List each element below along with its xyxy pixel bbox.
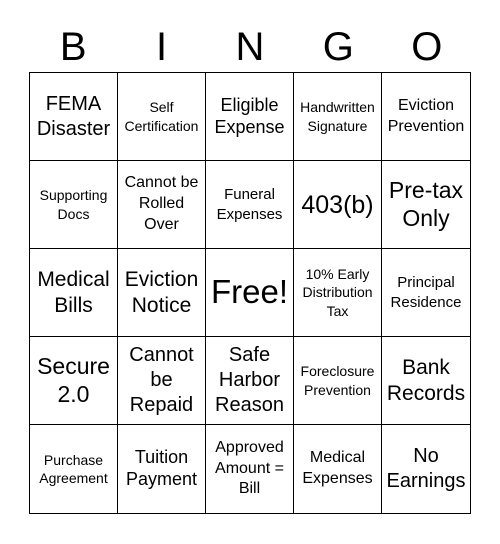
bingo-cell-r4c3: Safe Harbor Reason [206,337,294,425]
bingo-cell-r3c1: Medical Bills [30,249,118,337]
bingo-cell-r5c2: Tuition Payment [118,425,206,513]
bingo-cell-r1c1: FEMA Disaster [30,73,118,161]
bingo-cell-r4c4: Foreclosure Prevention [294,337,382,425]
bingo-cell-r5c3: Approved Amount = Bill [206,425,294,513]
bingo-cell-r3c4: 10% Early Distribution Tax [294,249,382,337]
bingo-cell-r5c4: Medical Expenses [294,425,382,513]
bingo-cell-free: Free! [206,249,294,337]
bingo-cell-r3c2: Eviction Notice [118,249,206,337]
bingo-cell-r4c1: Secure 2.0 [30,337,118,425]
bingo-cell-r2c2: Cannot be Rolled Over [118,161,206,249]
bingo-cell-r1c4: Handwritten Signature [294,73,382,161]
header-letter-g: G [322,25,354,69]
bingo-header [29,22,471,72]
header-letter-o: O [411,25,443,69]
header-letter-b: B [59,25,87,69]
bingo-cell-r4c2: Cannot be Repaid [118,337,206,425]
bingo-cell-r2c3: Funeral Expenses [206,161,294,249]
bingo-cell-r2c1: Supporting Docs [30,161,118,249]
bingo-cell-r3c5: Principal Residence [382,249,470,337]
bingo-cell-r1c3: Eligible Expense [206,73,294,161]
bingo-cell-r5c5: No Earnings [386,445,466,492]
bingo-cell-r1c5: Eviction Prevention [382,73,470,161]
bingo-cell-r5c1: Purchase Agreement [30,425,118,513]
bingo-cell-r2c4: 403(b) [294,161,382,249]
header-letter-i: I [156,25,168,69]
bingo-cell-r4c5: Bank Records [382,337,470,425]
bingo-cell-r2c5: Pre-tax Only [382,161,470,249]
bingo-board [29,72,471,514]
header-letter-n: N [235,25,265,69]
bingo-cell-r1c2: Self Certification [118,73,206,161]
